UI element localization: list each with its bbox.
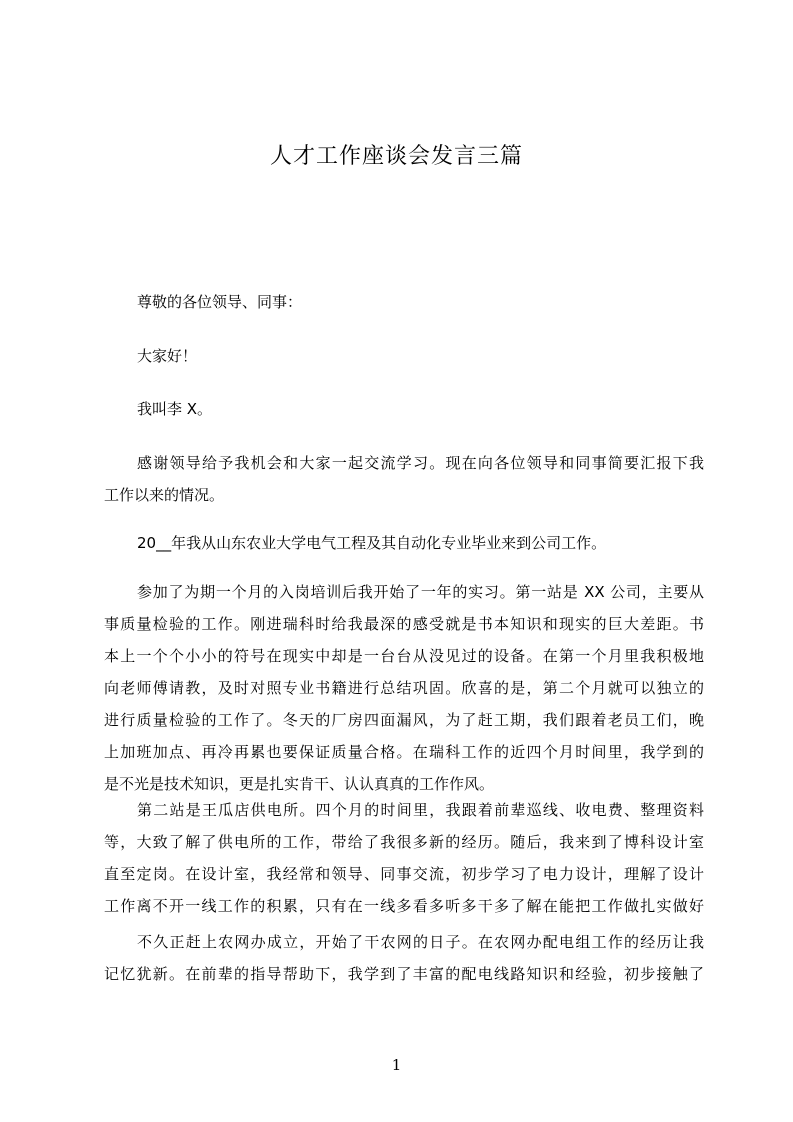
- paragraph-line: 大家好！: [137, 347, 198, 365]
- paragraph-line: 感谢领导给予我机会和大家一起交流学习。现在向各位领导和同事简要汇报下我: [137, 454, 704, 472]
- paragraph-line: 工作离不开一线工作的积累，只有在一线多看多听多干多了解在能把工作做扎实做好: [104, 897, 704, 915]
- paragraph-line: 是不光是技术知识，更是扎实肯干、认认真真的工作作风。: [104, 775, 495, 793]
- paragraph-internship: [104, 576, 704, 800]
- paragraph-salutation: [104, 286, 704, 318]
- paragraph-line: 等，大致了解了供电所的工作，带给了我很多新的经历。随后，我来到了博科设计室: [104, 833, 704, 851]
- paragraph-line: 工作以来的情况。: [104, 486, 225, 504]
- paragraph-greeting: [104, 340, 704, 372]
- paragraph-line: 尊敬的各位领导、同事：: [137, 293, 303, 311]
- paragraph-line: 20__年我从山东农业大学电气工程及其自动化专业毕业来到公司工作。: [137, 534, 607, 552]
- paragraph-line: 第二站是王瓜店供电所。四个月的时间里，我跟着前辈巡线、收电费、整理资料: [137, 801, 704, 819]
- paragraph-line: 直至定岗。在设计室，我经常和领导、同事交流，初步学习了电力设计，理解了设计: [104, 865, 704, 883]
- page-number: 1: [391, 1056, 402, 1074]
- paragraph-thanks: [104, 447, 704, 511]
- paragraph-rural-grid: [104, 926, 704, 990]
- paragraph-line: 参加了为期一个月的入岗培训后我开始了一年的实习。第一站是 XX 公司，主要从: [137, 583, 704, 601]
- paragraph-line: 记忆犹新。在前辈的指导帮助下，我学到了丰富的配电线路知识和经验，初步接触了: [104, 965, 704, 983]
- paragraph-graduation: [104, 527, 704, 559]
- paragraph-line: 进行质量检验的工作了。冬天的厂房四面漏风，为了赶工期，我们跟着老员工们，晚: [104, 711, 704, 729]
- paragraph-line: 上加班加点、再冷再累也要保证质量合格。在瑞科工作的近四个月时间里，我学到的: [104, 743, 704, 761]
- paragraph-line: 不久正赶上农网办成立，开始了干农网的日子。在农网办配电组工作的经历让我: [137, 933, 704, 951]
- paragraph-line: 我叫李 X。: [137, 400, 213, 418]
- paragraph-line: 事质量检验的工作。刚进瑞科时给我最深的感受就是书本知识和现实的巨大差距。书: [104, 615, 704, 633]
- paragraph-intro: [104, 393, 704, 425]
- paragraph-line: 向老师傅请教，及时对照专业书籍进行总结巩固。欣喜的是，第二个月就可以独立的: [104, 679, 704, 697]
- document-title: 人才工作座谈会发言三篇: [269, 144, 523, 169]
- paragraph-second-station: [104, 794, 704, 922]
- paragraph-line: 本上一个个小小的符号在现实中却是一台台从没见过的设备。在第一个月里我积极地: [104, 647, 704, 665]
